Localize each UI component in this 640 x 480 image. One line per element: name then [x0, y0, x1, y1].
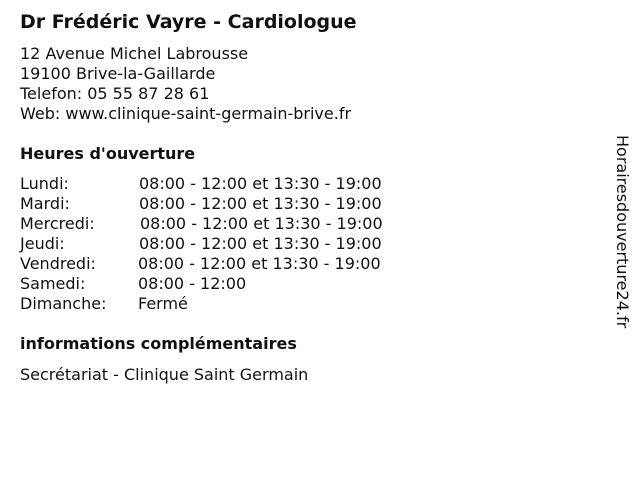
additional-info-text: Secrétariat - Clinique Saint Germain: [20, 365, 309, 384]
time-range: Fermé: [138, 294, 188, 313]
day-label: Mardi:: [20, 194, 70, 213]
time-range: 08:00 - 12:00 et 13:30 - 19:00: [138, 254, 381, 273]
day-label: Vendredi:: [20, 254, 96, 273]
website: Web: www.clinique-saint-germain-brive.fr: [20, 104, 352, 123]
day-label: Samedi:: [20, 274, 86, 293]
city-address: 19100 Brive-la-Gaillarde: [20, 64, 216, 83]
site-watermark: Horairesdouverture24.fr: [613, 135, 632, 329]
phone-number: Telefon: 05 55 87 28 61: [20, 84, 210, 103]
address-block: [20, 44, 351, 124]
time-range: 08:00 - 12:00: [138, 274, 247, 293]
day-label: Jeudi:: [20, 234, 65, 253]
additional-info-heading: informations complémentaires: [20, 334, 297, 353]
time-range: 08:00 - 12:00 et 13:30 - 19:00: [139, 174, 382, 193]
day-label: Mercredi:: [20, 214, 95, 233]
page-title: Dr Frédéric Vayre - Cardiologue: [20, 11, 357, 33]
time-range: 08:00 - 12:00 et 13:30 - 19:00: [140, 214, 383, 233]
opening-hours-heading: Heures d'ouverture: [20, 144, 196, 163]
street-address: 12 Avenue Michel Labrousse: [20, 44, 249, 63]
day-label: Lundi:: [20, 174, 69, 193]
time-range: 08:00 - 12:00 et 13:30 - 19:00: [139, 234, 382, 253]
time-range: 08:00 - 12:00 et 13:30 - 19:00: [139, 194, 382, 213]
day-label: Dimanche:: [20, 294, 107, 313]
